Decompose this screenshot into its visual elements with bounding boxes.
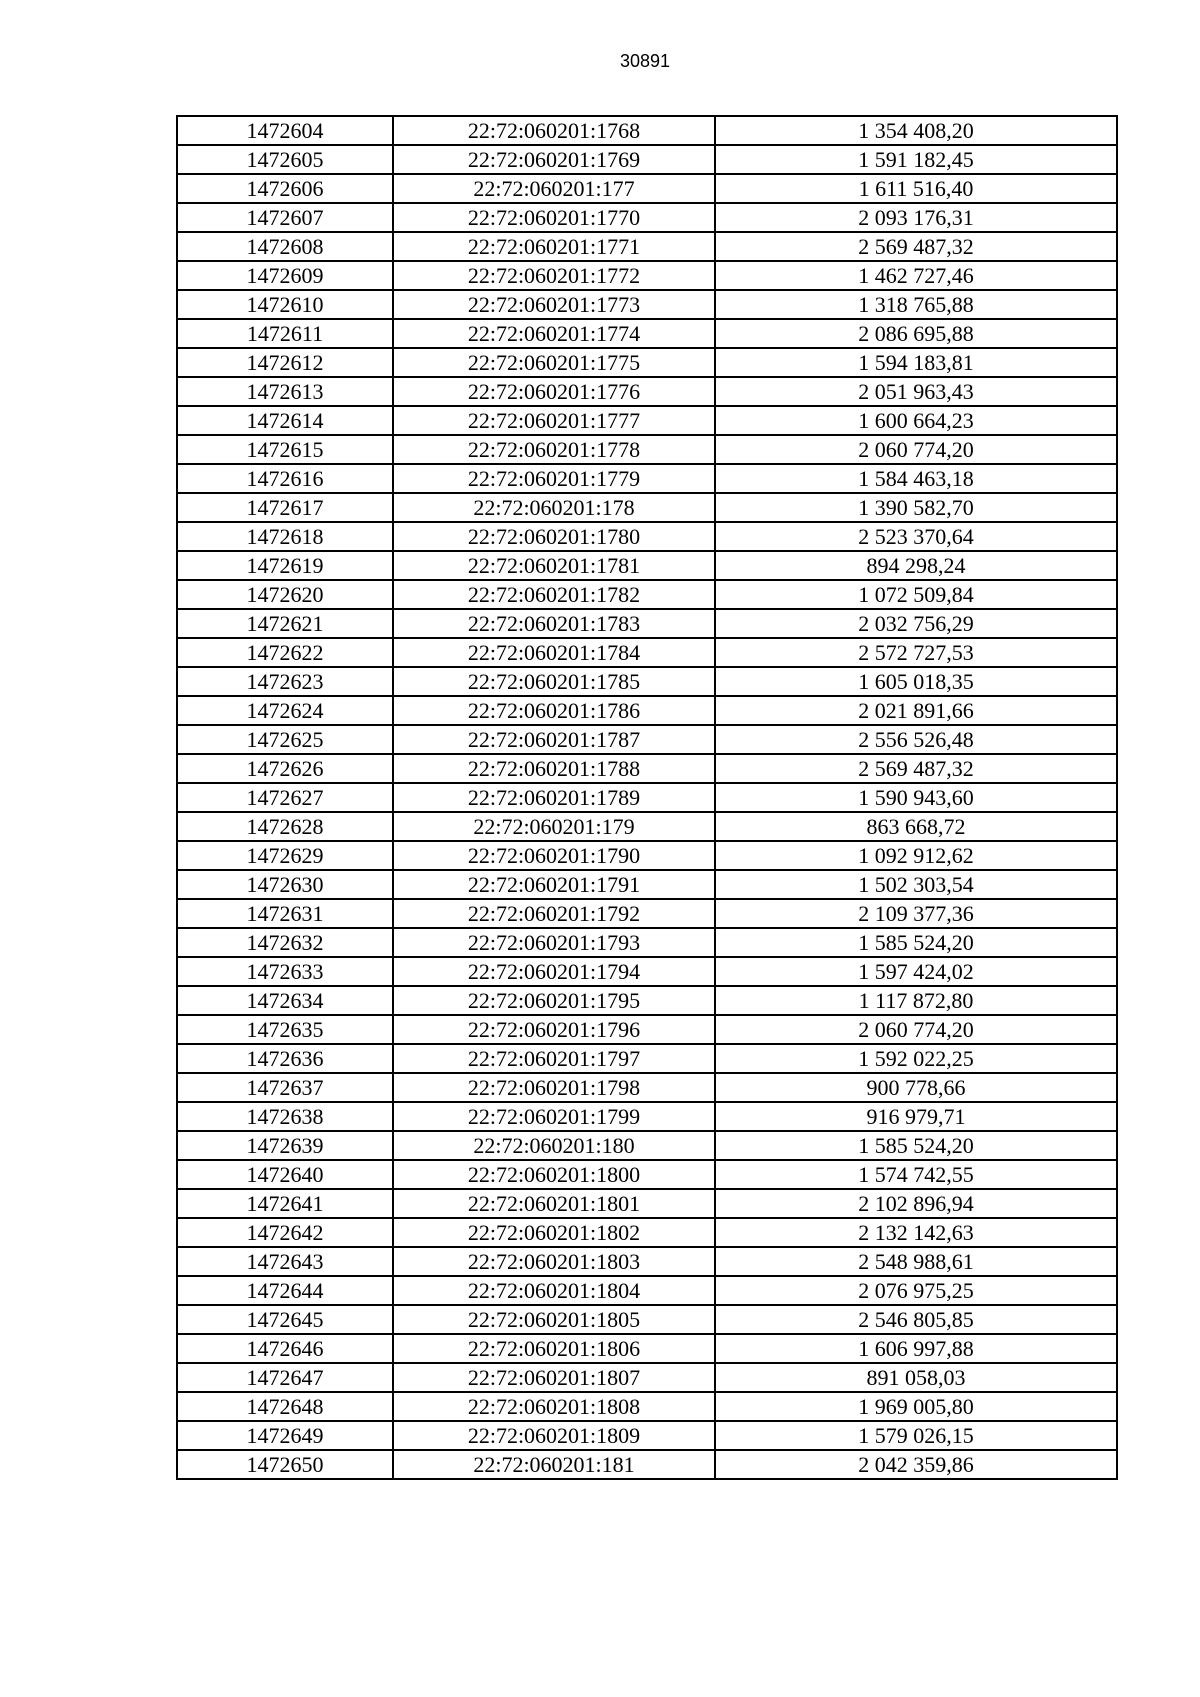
record-number-cell: 1472625 bbox=[177, 725, 393, 754]
record-number-cell: 1472646 bbox=[177, 1334, 393, 1363]
record-number-cell: 1472618 bbox=[177, 522, 393, 551]
record-number-cell: 1472609 bbox=[177, 261, 393, 290]
record-number-cell: 1472642 bbox=[177, 1218, 393, 1247]
cadastral-value-cell: 2 546 805,85 bbox=[715, 1305, 1117, 1334]
record-number-cell: 1472635 bbox=[177, 1015, 393, 1044]
table-row bbox=[177, 522, 1117, 551]
cadastral-value-cell: 1 502 303,54 bbox=[715, 870, 1117, 899]
cadastral-value-cell: 2 572 727,53 bbox=[715, 638, 1117, 667]
table-row bbox=[177, 174, 1117, 203]
cadastral-number-cell: 22:72:060201:181 bbox=[393, 1450, 715, 1479]
cadastral-value-cell: 2 060 774,20 bbox=[715, 435, 1117, 464]
record-number-cell: 1472636 bbox=[177, 1044, 393, 1073]
table-row bbox=[177, 1160, 1117, 1189]
cadastral-number-cell: 22:72:060201:1787 bbox=[393, 725, 715, 754]
record-number-cell: 1472634 bbox=[177, 986, 393, 1015]
record-number-cell: 1472628 bbox=[177, 812, 393, 841]
table-row bbox=[177, 493, 1117, 522]
table-row bbox=[177, 551, 1117, 580]
cadastral-value-cell: 1 592 022,25 bbox=[715, 1044, 1117, 1073]
record-number-cell: 1472643 bbox=[177, 1247, 393, 1276]
cadastral-value-cell: 1 585 524,20 bbox=[715, 928, 1117, 957]
record-number-cell: 1472638 bbox=[177, 1102, 393, 1131]
record-number-cell: 1472621 bbox=[177, 609, 393, 638]
cadastral-number-cell: 22:72:060201:1799 bbox=[393, 1102, 715, 1131]
cadastral-number-cell: 22:72:060201:1808 bbox=[393, 1392, 715, 1421]
cadastral-number-cell: 22:72:060201:177 bbox=[393, 174, 715, 203]
cadastral-value-cell: 1 117 872,80 bbox=[715, 986, 1117, 1015]
table-row bbox=[177, 580, 1117, 609]
cadastral-value-cell: 2 076 975,25 bbox=[715, 1276, 1117, 1305]
record-number-cell: 1472604 bbox=[177, 116, 393, 145]
record-number-cell: 1472637 bbox=[177, 1073, 393, 1102]
cadastral-number-cell: 22:72:060201:1774 bbox=[393, 319, 715, 348]
cadastral-number-cell: 22:72:060201:1771 bbox=[393, 232, 715, 261]
table-row bbox=[177, 754, 1117, 783]
record-number-cell: 1472615 bbox=[177, 435, 393, 464]
table-row bbox=[177, 928, 1117, 957]
cadastral-number-cell: 22:72:060201:1798 bbox=[393, 1073, 715, 1102]
record-number-cell: 1472617 bbox=[177, 493, 393, 522]
cadastral-value-cell: 2 523 370,64 bbox=[715, 522, 1117, 551]
cadastral-value-cell: 1 318 765,88 bbox=[715, 290, 1117, 319]
record-number-cell: 1472613 bbox=[177, 377, 393, 406]
table-row bbox=[177, 986, 1117, 1015]
cadastral-number-cell: 22:72:060201:1801 bbox=[393, 1189, 715, 1218]
cadastral-number-cell: 22:72:060201:1779 bbox=[393, 464, 715, 493]
cadastral-value-cell: 2 569 487,32 bbox=[715, 232, 1117, 261]
cadastral-number-cell: 22:72:060201:1780 bbox=[393, 522, 715, 551]
cadastral-value-cell: 1 969 005,80 bbox=[715, 1392, 1117, 1421]
cadastral-value-cell: 2 093 176,31 bbox=[715, 203, 1117, 232]
cadastral-number-cell: 22:72:060201:1786 bbox=[393, 696, 715, 725]
table-row bbox=[177, 725, 1117, 754]
cadastral-number-cell: 22:72:060201:1805 bbox=[393, 1305, 715, 1334]
cadastral-value-cell: 1 574 742,55 bbox=[715, 1160, 1117, 1189]
cadastral-number-cell: 22:72:060201:1770 bbox=[393, 203, 715, 232]
record-number-cell: 1472606 bbox=[177, 174, 393, 203]
cadastral-value-cell: 1 600 664,23 bbox=[715, 406, 1117, 435]
cadastral-number-cell: 22:72:060201:1778 bbox=[393, 435, 715, 464]
table-row bbox=[177, 899, 1117, 928]
table-row bbox=[177, 783, 1117, 812]
cadastral-value-cell: 1 072 509,84 bbox=[715, 580, 1117, 609]
cadastral-number-cell: 22:72:060201:1784 bbox=[393, 638, 715, 667]
table-row bbox=[177, 696, 1117, 725]
cadastral-value-cell: 891 058,03 bbox=[715, 1363, 1117, 1392]
table-body bbox=[177, 116, 1117, 1479]
cadastral-number-cell: 22:72:060201:179 bbox=[393, 812, 715, 841]
cadastral-number-cell: 22:72:060201:1773 bbox=[393, 290, 715, 319]
cadastral-number-cell: 22:72:060201:1803 bbox=[393, 1247, 715, 1276]
record-number-cell: 1472644 bbox=[177, 1276, 393, 1305]
table-row bbox=[177, 1276, 1117, 1305]
cadastral-value-cell: 1 594 183,81 bbox=[715, 348, 1117, 377]
cadastral-number-cell: 22:72:060201:1793 bbox=[393, 928, 715, 957]
cadastral-value-table bbox=[176, 115, 1118, 1480]
cadastral-value-cell: 2 132 142,63 bbox=[715, 1218, 1117, 1247]
cadastral-number-cell: 22:72:060201:1804 bbox=[393, 1276, 715, 1305]
record-number-cell: 1472605 bbox=[177, 145, 393, 174]
cadastral-number-cell: 22:72:060201:1800 bbox=[393, 1160, 715, 1189]
table-row bbox=[177, 1247, 1117, 1276]
cadastral-number-cell: 22:72:060201:1775 bbox=[393, 348, 715, 377]
cadastral-value-cell: 2 086 695,88 bbox=[715, 319, 1117, 348]
cadastral-value-cell: 2 042 359,86 bbox=[715, 1450, 1117, 1479]
cadastral-number-cell: 22:72:060201:1776 bbox=[393, 377, 715, 406]
cadastral-number-cell: 22:72:060201:1783 bbox=[393, 609, 715, 638]
record-number-cell: 1472650 bbox=[177, 1450, 393, 1479]
cadastral-value-cell: 1 579 026,15 bbox=[715, 1421, 1117, 1450]
table-row bbox=[177, 290, 1117, 319]
table-row bbox=[177, 957, 1117, 986]
cadastral-number-cell: 22:72:060201:1788 bbox=[393, 754, 715, 783]
cadastral-number-cell: 22:72:060201:1772 bbox=[393, 261, 715, 290]
table-row bbox=[177, 319, 1117, 348]
cadastral-number-cell: 22:72:060201:1781 bbox=[393, 551, 715, 580]
cadastral-value-cell: 1 390 582,70 bbox=[715, 493, 1117, 522]
cadastral-number-cell: 22:72:060201:1797 bbox=[393, 1044, 715, 1073]
record-number-cell: 1472629 bbox=[177, 841, 393, 870]
cadastral-number-cell: 22:72:060201:1782 bbox=[393, 580, 715, 609]
table-row bbox=[177, 1044, 1117, 1073]
record-number-cell: 1472611 bbox=[177, 319, 393, 348]
cadastral-value-cell: 1 092 912,62 bbox=[715, 841, 1117, 870]
table-row bbox=[177, 1421, 1117, 1450]
cadastral-number-cell: 22:72:060201:1789 bbox=[393, 783, 715, 812]
record-number-cell: 1472616 bbox=[177, 464, 393, 493]
table-row bbox=[177, 1450, 1117, 1479]
cadastral-number-cell: 22:72:060201:1769 bbox=[393, 145, 715, 174]
cadastral-value-cell: 863 668,72 bbox=[715, 812, 1117, 841]
record-number-cell: 1472620 bbox=[177, 580, 393, 609]
table-row bbox=[177, 377, 1117, 406]
cadastral-value-cell: 2 569 487,32 bbox=[715, 754, 1117, 783]
table-row bbox=[177, 348, 1117, 377]
table-row bbox=[177, 1189, 1117, 1218]
record-number-cell: 1472649 bbox=[177, 1421, 393, 1450]
cadastral-value-cell: 2 032 756,29 bbox=[715, 609, 1117, 638]
cadastral-value-cell: 1 606 997,88 bbox=[715, 1334, 1117, 1363]
cadastral-value-cell: 2 556 526,48 bbox=[715, 725, 1117, 754]
record-number-cell: 1472612 bbox=[177, 348, 393, 377]
cadastral-value-cell: 2 060 774,20 bbox=[715, 1015, 1117, 1044]
cadastral-number-cell: 22:72:060201:178 bbox=[393, 493, 715, 522]
table-row bbox=[177, 116, 1117, 145]
cadastral-value-cell: 1 462 727,46 bbox=[715, 261, 1117, 290]
cadastral-number-cell: 22:72:060201:1790 bbox=[393, 841, 715, 870]
cadastral-value-cell: 2 548 988,61 bbox=[715, 1247, 1117, 1276]
cadastral-number-cell: 22:72:060201:1791 bbox=[393, 870, 715, 899]
table-row bbox=[177, 1131, 1117, 1160]
record-number-cell: 1472608 bbox=[177, 232, 393, 261]
record-number-cell: 1472614 bbox=[177, 406, 393, 435]
record-number-cell: 1472623 bbox=[177, 667, 393, 696]
table-row bbox=[177, 1218, 1117, 1247]
table-row bbox=[177, 1015, 1117, 1044]
table-row bbox=[177, 609, 1117, 638]
table-row bbox=[177, 1392, 1117, 1421]
cadastral-value-cell: 894 298,24 bbox=[715, 551, 1117, 580]
record-number-cell: 1472631 bbox=[177, 899, 393, 928]
cadastral-number-cell: 22:72:060201:180 bbox=[393, 1131, 715, 1160]
record-number-cell: 1472647 bbox=[177, 1363, 393, 1392]
record-number-cell: 1472630 bbox=[177, 870, 393, 899]
record-number-cell: 1472641 bbox=[177, 1189, 393, 1218]
record-number-cell: 1472648 bbox=[177, 1392, 393, 1421]
table-row bbox=[177, 1102, 1117, 1131]
cadastral-number-cell: 22:72:060201:1794 bbox=[393, 957, 715, 986]
cadastral-number-cell: 22:72:060201:1796 bbox=[393, 1015, 715, 1044]
table-row bbox=[177, 812, 1117, 841]
table-row bbox=[177, 638, 1117, 667]
record-number-cell: 1472607 bbox=[177, 203, 393, 232]
record-number-cell: 1472645 bbox=[177, 1305, 393, 1334]
cadastral-value-cell: 1 354 408,20 bbox=[715, 116, 1117, 145]
cadastral-number-cell: 22:72:060201:1806 bbox=[393, 1334, 715, 1363]
table-row bbox=[177, 841, 1117, 870]
cadastral-value-cell: 1 584 463,18 bbox=[715, 464, 1117, 493]
cadastral-number-cell: 22:72:060201:1777 bbox=[393, 406, 715, 435]
table-row bbox=[177, 145, 1117, 174]
table-row bbox=[177, 1073, 1117, 1102]
cadastral-value-cell: 916 979,71 bbox=[715, 1102, 1117, 1131]
cadastral-number-cell: 22:72:060201:1785 bbox=[393, 667, 715, 696]
record-number-cell: 1472640 bbox=[177, 1160, 393, 1189]
table-row bbox=[177, 435, 1117, 464]
record-number-cell: 1472610 bbox=[177, 290, 393, 319]
record-number-cell: 1472627 bbox=[177, 783, 393, 812]
table-row bbox=[177, 406, 1117, 435]
table-row bbox=[177, 232, 1117, 261]
table-row bbox=[177, 1305, 1117, 1334]
cadastral-value-cell: 2 109 377,36 bbox=[715, 899, 1117, 928]
record-number-cell: 1472626 bbox=[177, 754, 393, 783]
cadastral-value-cell: 2 102 896,94 bbox=[715, 1189, 1117, 1218]
record-number-cell: 1472622 bbox=[177, 638, 393, 667]
cadastral-number-cell: 22:72:060201:1802 bbox=[393, 1218, 715, 1247]
table-row bbox=[177, 870, 1117, 899]
cadastral-number-cell: 22:72:060201:1792 bbox=[393, 899, 715, 928]
cadastral-number-cell: 22:72:060201:1809 bbox=[393, 1421, 715, 1450]
table-row bbox=[177, 261, 1117, 290]
cadastral-value-cell: 1 597 424,02 bbox=[715, 957, 1117, 986]
cadastral-value-cell: 1 591 182,45 bbox=[715, 145, 1117, 174]
cadastral-number-cell: 22:72:060201:1807 bbox=[393, 1363, 715, 1392]
cadastral-value-cell: 2 051 963,43 bbox=[715, 377, 1117, 406]
table-row bbox=[177, 464, 1117, 493]
cadastral-number-cell: 22:72:060201:1768 bbox=[393, 116, 715, 145]
cadastral-value-cell: 900 778,66 bbox=[715, 1073, 1117, 1102]
record-number-cell: 1472619 bbox=[177, 551, 393, 580]
cadastral-value-cell: 2 021 891,66 bbox=[715, 696, 1117, 725]
cadastral-value-cell: 1 605 018,35 bbox=[715, 667, 1117, 696]
table-row bbox=[177, 667, 1117, 696]
cadastral-value-cell: 1 585 524,20 bbox=[715, 1131, 1117, 1160]
cadastral-value-cell: 1 590 943,60 bbox=[715, 783, 1117, 812]
record-number-cell: 1472632 bbox=[177, 928, 393, 957]
page-number: 30891 bbox=[619, 51, 671, 71]
table-row bbox=[177, 203, 1117, 232]
record-number-cell: 1472624 bbox=[177, 696, 393, 725]
cadastral-number-cell: 22:72:060201:1795 bbox=[393, 986, 715, 1015]
cadastral-value-cell: 1 611 516,40 bbox=[715, 174, 1117, 203]
record-number-cell: 1472639 bbox=[177, 1131, 393, 1160]
table-row bbox=[177, 1334, 1117, 1363]
record-number-cell: 1472633 bbox=[177, 957, 393, 986]
table-row bbox=[177, 1363, 1117, 1392]
